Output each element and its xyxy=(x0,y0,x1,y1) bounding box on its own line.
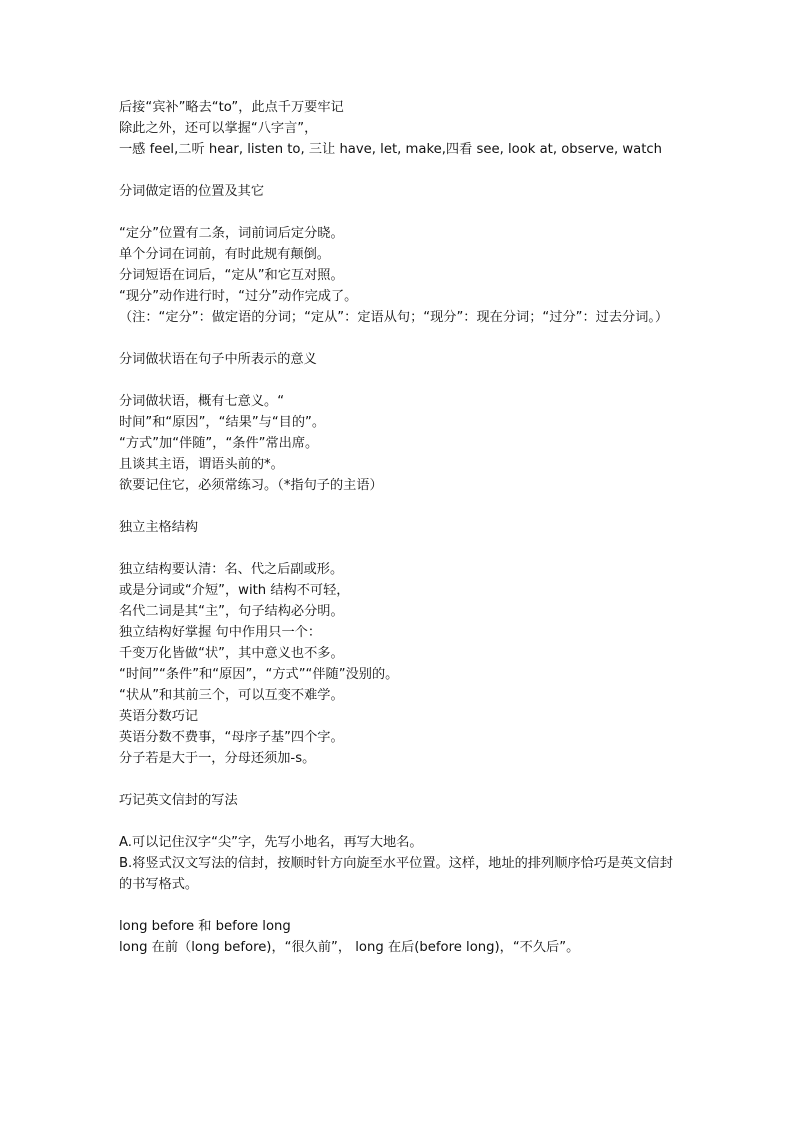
text-line: 后接“宾补”略去“to”，此点千万要牢记 xyxy=(119,100,344,115)
text-line: A.可以记住汉字“尖”字，先写小地名，再写大地名。 xyxy=(119,835,423,850)
blank-line xyxy=(119,538,679,559)
intro-block xyxy=(119,97,679,160)
text-line: 名代二词是其“主”，句子结构必分明。 xyxy=(119,604,344,619)
text-line: 时间”和“原因”，“结果”与“目的”。 xyxy=(119,415,326,430)
text-line: “时间”“条件”和“原因”，“方式”“伴随”没别的。 xyxy=(119,667,399,682)
text-line: 欲要记住它，必须常练习。（*指句子的主语） xyxy=(119,478,383,493)
section-heading: 分词做定语的位置及其它 xyxy=(119,184,265,199)
section-participle-adverbial xyxy=(119,349,679,496)
text-line: B.将竖式汉文写法的信封，按顺时针方向旋至水平位置。这样，地址的排列顺序恰巧是英文信封的书写格式。 xyxy=(119,856,673,892)
blank-line xyxy=(119,811,679,832)
blank-line xyxy=(119,202,679,223)
text-line: 千变万化皆做“状”，其中意义也不多。 xyxy=(119,646,344,661)
section-heading: 巧记英文信封的写法 xyxy=(119,793,238,808)
text-line: 或是分词或“介短”，with 结构不可轻， xyxy=(119,583,350,598)
blank-line xyxy=(119,769,679,790)
text-line: “定分”位置有二条，词前词后定分晓。 xyxy=(119,226,344,241)
text-line: 分子若是大于一，分母还须加-s。 xyxy=(119,751,316,766)
section-long-before xyxy=(119,916,679,958)
text-line: 分词短语在词后，“定从”和它互对照。 xyxy=(119,268,344,283)
blank-line xyxy=(119,895,679,916)
text-line: 单个分词在词前，有时此规有颠倒。 xyxy=(119,247,330,262)
document-page xyxy=(119,97,679,958)
section-participle-attributive xyxy=(119,181,679,328)
section-absolute-construction xyxy=(119,517,679,769)
text-line: long before 和 before long xyxy=(119,919,291,934)
text-line: “状从”和其前三个，可以互变不难学。 xyxy=(119,688,344,703)
text-line: （注：“定分”：做定语的分词；“定从”：定语从句；“现分”：现在分词；“过分”：过去分词。） xyxy=(119,310,669,325)
text-line: 分词做状语，概有七意义。“ xyxy=(119,394,285,409)
section-heading: 独立主格结构 xyxy=(119,520,199,535)
text-line: 独立结构要认清：名、代之后副或形。 xyxy=(119,562,344,577)
text-line: 独立结构好掌握 句中作用只一个： xyxy=(119,625,322,640)
blank-line xyxy=(119,496,679,517)
text-line: 除此之外，还可以掌握“八字言”， xyxy=(119,121,318,136)
blank-line xyxy=(119,160,679,181)
text-line: 英语分数不费事，“母序子基”四个字。 xyxy=(119,730,344,745)
section-envelope-writing xyxy=(119,790,679,895)
text-line: long 在前（long before)，“很久前”， long 在后(before long)，“不久后”。 xyxy=(119,940,580,955)
text-line: “方式”加“伴随”，“条件”常出席。 xyxy=(119,436,319,451)
blank-line xyxy=(119,328,679,349)
section-heading: 分词做状语在句子中所表示的意义 xyxy=(119,352,317,367)
text-line: 英语分数巧记 xyxy=(119,709,199,724)
text-line: 一感 feel,二听 hear, listen to, 三让 have, let, make,四看 see, look at, observe, watch xyxy=(119,142,663,157)
text-line: 且谈其主语，谓语头前的*。 xyxy=(119,457,284,472)
blank-line xyxy=(119,370,679,391)
text-line: “现分”动作进行时，“过分”动作完成了。 xyxy=(119,289,358,304)
